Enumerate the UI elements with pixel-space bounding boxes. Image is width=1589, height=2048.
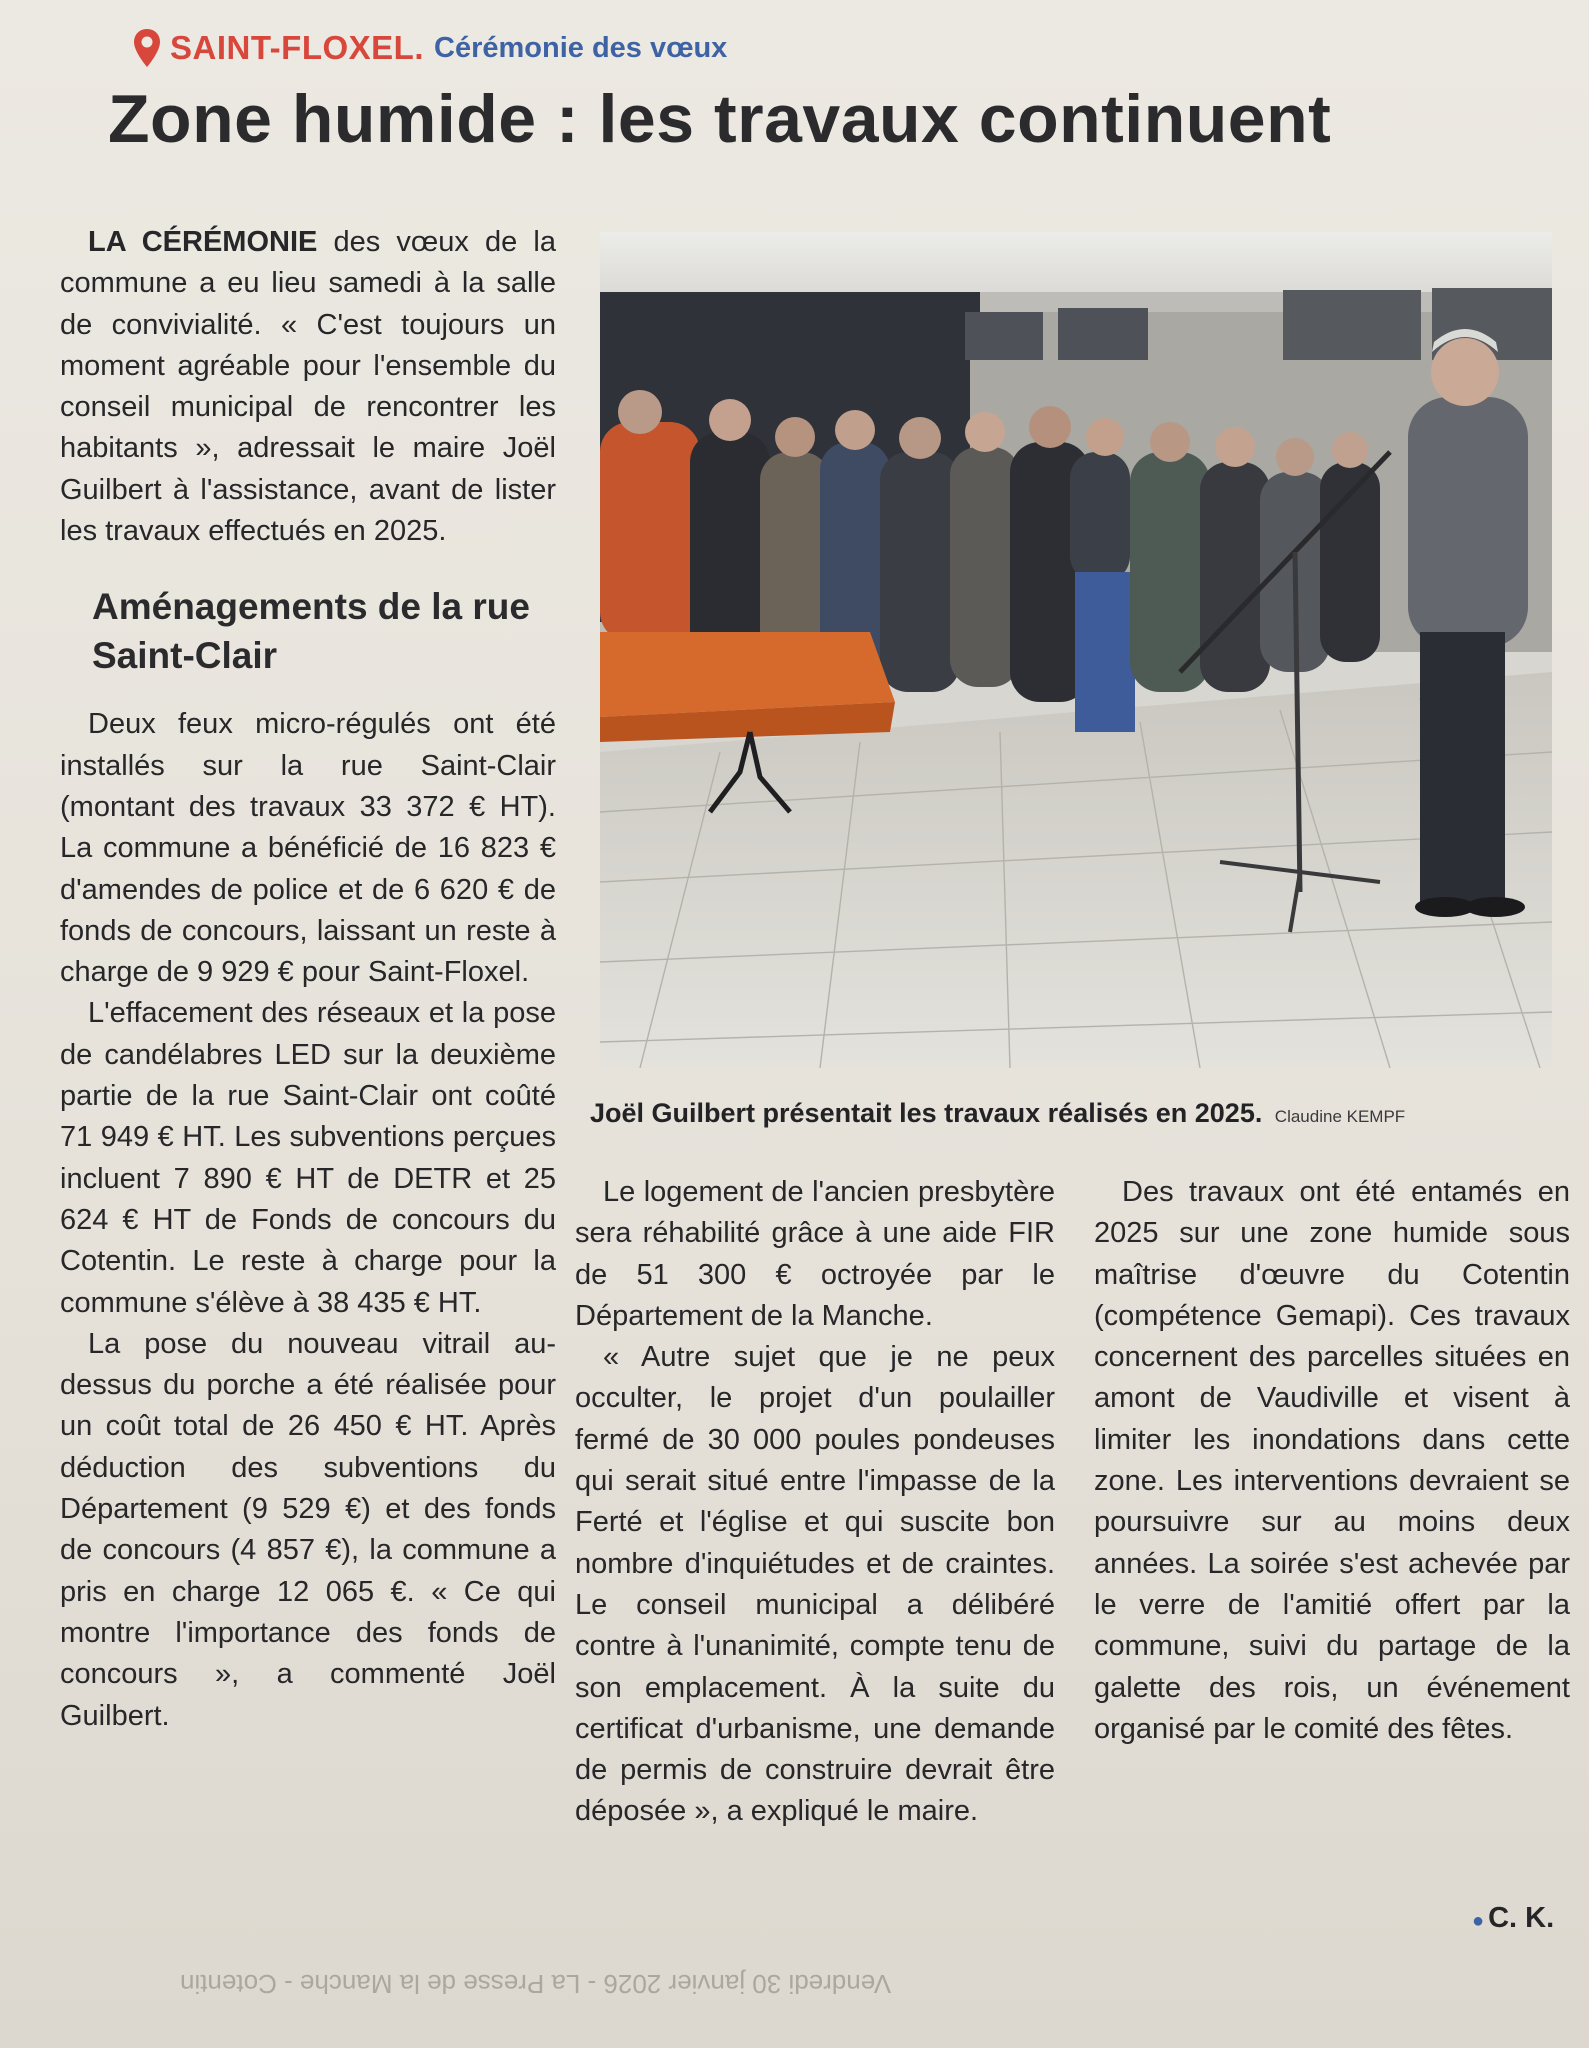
paragraph: « Autre sujet que je ne peux occulter, le projet d'un poulailler fermé de 30 000 poules pondeuses qui serait situé entre l'impasse de la Ferté et l'église et qui suscite bon nombre d'inquiétudes et de craintes. Le conseil municipal a délibéré contre à l'unanimité, compte tenu de son emplacement. À la suite du certificat d'urbanisme, une demande de permis de construire devrait être déposée », a expliqué le maire. — [575, 1341, 1055, 1828]
article-column-3 — [1094, 1172, 1570, 1750]
bullet-icon: ● — [1472, 1910, 1485, 1932]
location-pin-icon — [132, 27, 162, 69]
author-signature: ● C. K. — [1472, 1902, 1555, 1934]
lead-in: LA CÉRÉMONIE — [88, 226, 318, 258]
article-photo — [600, 232, 1552, 1068]
show-through-footer: Vendredi 30 janvier 2026 - La Presse de la Manche - Cotentin — [180, 1969, 892, 1999]
article-column-2 — [575, 1172, 1055, 1833]
paragraph: La pose du nouveau vitrail au-dessus du porche a été réalisée pour un coût total de 26 450 € HT. Après déduction des subventions du Département (9 529 €) et des fonds de concours (4 857 €), la commune a pris en charge 12 065 €. « Ce qui montre l'importance des fonds de concours », a commenté Joël Guilbert. — [60, 1327, 556, 1732]
kicker — [132, 26, 727, 70]
caption-text: Joël Guilbert présentait les travaux réalisés en 2025. — [590, 1098, 1263, 1128]
photo-credit: Claudine KEMPF — [1274, 1107, 1406, 1126]
article-column-1 — [60, 222, 556, 1737]
paragraph: Des travaux ont été entamés en 2025 sur une zone humide sous maîtrise d'œuvre du Cotentin (compétence Gemapi). Ces travaux concernent des parcelles situées en amont de Vaudiville et visent à limiter les inondations dans cette zone. Les interventions devraient se poursuivre sur au moins deux années. La soirée s'est achevée par le verre de l'amitié offert par la commune, suivi du partage de la galette des rois, un événement organisé par le comité des fêtes. — [1094, 1176, 1570, 1745]
photo-caption — [590, 1098, 1405, 1129]
kicker-location: SAINT-FLOXEL. — [170, 29, 424, 66]
kicker-topic: Cérémonie des vœux — [434, 31, 728, 64]
paragraph: Le logement de l'ancien presbytère sera réhabilité grâce à une aide FIR de 51 300 € octroyée par le Département de la Manche. — [575, 1176, 1055, 1332]
ceremony-photo-illustration — [600, 232, 1552, 1068]
headline: Zone humide : les travaux continuent — [108, 81, 1332, 157]
paragraph: Deux feux micro-régulés ont été installés sur la rue Saint-Clair (montant des travaux 33 372 € HT). La commune a bénéficié de 16 823 € d'amendes de police et de 6 620 € de fonds de concours, laissant un reste à charge de 9 929 € pour Saint-Floxel. — [60, 708, 556, 989]
subheading: Aménagements de la rue Saint-Clair — [92, 586, 530, 677]
paragraph: L'effacement des réseaux et la pose de candélabres LED sur la deuxième partie de la rue Saint-Clair ont coûté 71 949 € HT. Les subventions perçues incluent 7 890 € HT de DETR et 25 624 € HT de Fonds de concours du Cotentin. Le reste à charge pour la commune s'élève à 38 435 € HT. — [60, 997, 556, 1319]
lead-paragraph: LA CÉRÉMONIE des vœux de la commune a eu lieu samedi à la salle de convivialité. « C'est toujours un moment agréable pour l'ensemble du conseil municipal de rencontrer les habitants », adressait le maire Joël Guilbert à l'assistance, avant de lister les travaux effectués en 2025. — [60, 226, 556, 548]
